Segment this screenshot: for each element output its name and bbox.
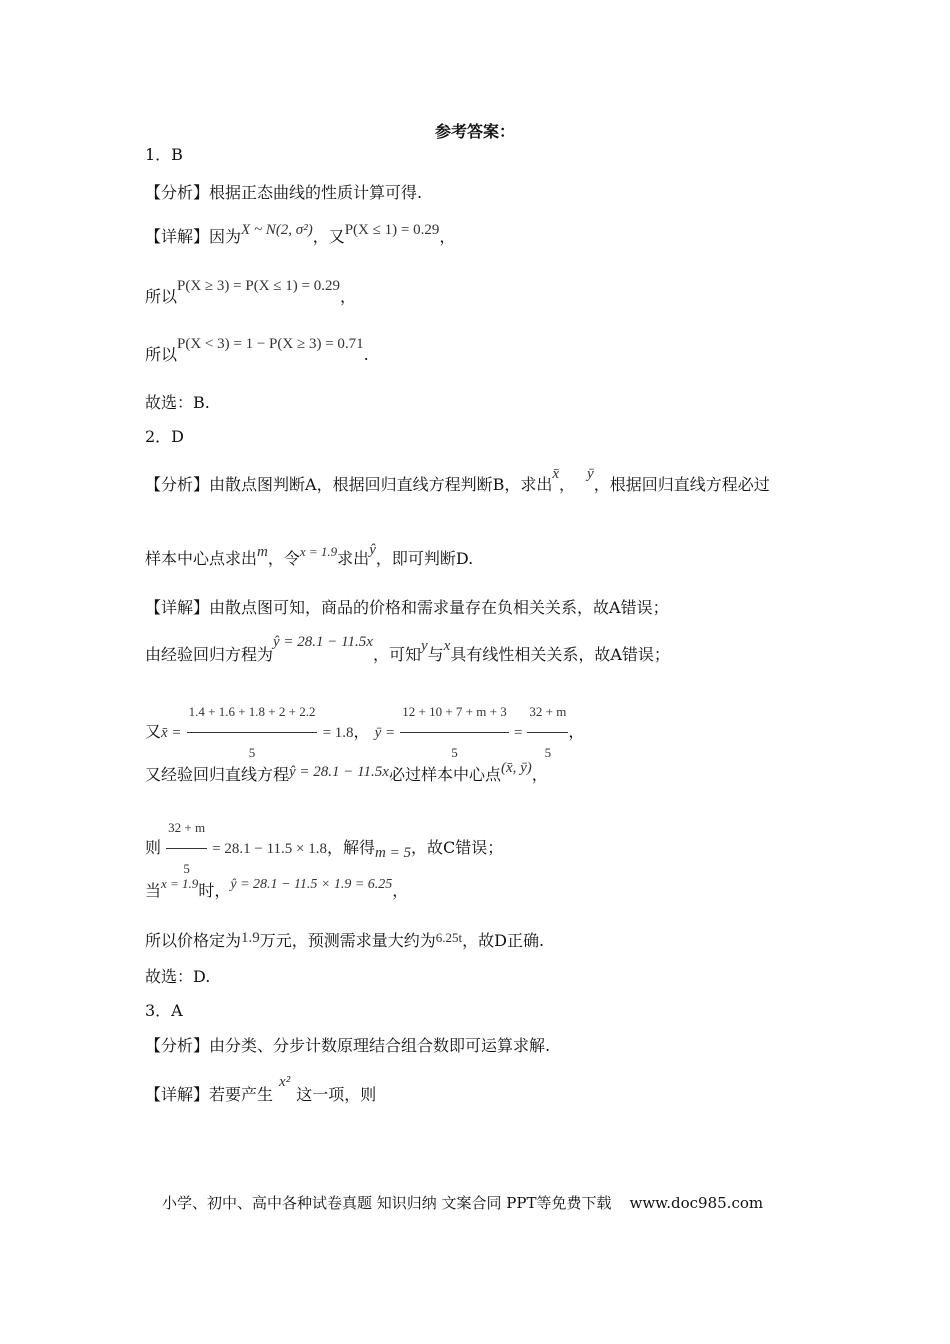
math-formula: x = 1.9 [161,876,199,891]
math-formula: = [513,725,523,741]
text: ， [339,287,356,306]
q2-detail-line-4 [145,760,548,787]
numerator: 32 + m [166,808,207,849]
analysis-tag: 【分析】 [145,1036,210,1055]
math-formula: x = 1.9 [299,544,338,559]
text: 则 [145,838,162,857]
text: ，故D正确. [462,931,545,950]
q1-detail-line-3 [145,336,369,367]
math-formula: P(X ≥ 3) = P(X ≤ 1) = 0.29 [177,278,340,294]
q1-choose: 故选：B. [145,393,210,412]
text: ，可知 [372,645,421,664]
text: 又经验回归直线方程 [145,765,290,784]
footer-text: 小学、初中、高中各种试卷真题 知识归纳 文案合同 PPT等免费下载 [162,1194,612,1212]
math-formula: P(X ≤ 1) = 0.29 [344,222,440,238]
text: 与 [427,645,444,664]
numerator: 1.4 + 1.6 + 1.8 + 2 + 2.2 [187,692,318,733]
math-formula: 6.25t [435,930,463,945]
text: 所以 [145,345,178,364]
numerator: 12 + 10 + 7 + m + 3 [400,692,508,733]
math-formula: P(X < 3) = 1 − P(X ≥ 3) = 0.71 [177,336,364,352]
text: 求出 [337,549,370,568]
analysis-text: 由分类、分步计数原理结合组合数即可运算求解. [209,1036,551,1055]
text: 所以价格定为 [145,931,242,950]
math-formula: x̄ [552,466,560,482]
text: ， [531,765,548,784]
text: ，故C错误； [410,838,504,857]
math-formula: ŷ = 28.1 − 11.5x [289,764,389,780]
math-formula: m = 5 [375,845,411,861]
text: 必过样本中心点 [388,765,501,784]
q3-detail-line-1 [145,1074,377,1107]
text: 因为 [209,227,242,246]
math-formula: ŷ = 28.1 − 11.5 × 1.9 = 6.25 [230,877,393,892]
text: ，令 [267,549,300,568]
text: 万元，预测需求量大约为 [259,931,436,950]
fraction-y-mean-simplified [527,692,568,773]
text: ，解得 [326,838,375,857]
text: 由散点图可知，商品的价格和需求量存在负相关关系，故A错误； [209,598,669,617]
fraction-y-mean [400,692,508,773]
detail-tag: 【详解】 [145,227,210,246]
q2-analysis-line-1 [145,466,770,497]
text: 所以 [145,287,178,306]
denominator: 5 [183,861,190,876]
math-formula: m [257,544,268,560]
q2-detail-line-7 [145,930,544,953]
text: 当 [145,881,162,900]
math-formula: x² [279,1074,291,1090]
text: ，即可判断D. [375,549,474,568]
math-formula: (x̄, ȳ) [500,760,532,776]
math-formula: 1.9 [241,930,260,946]
denominator: 5 [544,745,552,760]
q3-analysis [145,1035,550,1057]
math-formula: ŷ [369,542,376,558]
denominator: 5 [248,745,256,760]
footer-url: www.doc985.com [629,1194,764,1212]
text: ， [568,722,585,741]
analysis-text: 根据正态曲线的性质计算可得. [209,183,423,202]
detail-tag: 【详解】 [145,598,210,617]
denominator: 5 [451,745,458,760]
math-formula: x̄ = [161,725,182,741]
analysis-tag: 【分析】 [145,183,210,202]
q2-detail-line-1 [145,597,669,619]
page-footer [162,1192,763,1213]
text: 时， [198,881,231,900]
text: . [363,345,369,364]
q2-detail-line-6 [145,876,409,904]
text: ， [392,881,409,900]
math-formula: ȳ = [374,725,396,741]
text: 又 [145,722,162,741]
detail-tag: 【详解】 [145,1085,210,1104]
q1-analysis [145,182,422,204]
text: 由散点图判断A，根据回归直线方程判断B，求出 [209,475,553,494]
text: ， [353,722,370,741]
math-formula: ȳ [587,466,594,482]
q2-number: 2．D [145,427,185,446]
q2-detail-line-2 [145,634,670,667]
text: ，又 [312,227,345,246]
text: ，根据回归直线方程必过 [593,475,770,494]
fraction-x-mean [187,692,318,773]
text: 样本中心点求出 [145,549,258,568]
text: 若要产生 [209,1085,274,1104]
q1-number: 1．B [145,145,183,164]
text: ， [559,475,576,494]
math-formula: = 28.1 − 11.5 × 1.8 [212,841,327,857]
analysis-tag: 【分析】 [145,475,210,494]
numerator: 32 + m [527,692,568,733]
q2-analysis-line-2 [145,542,474,571]
text: 具有线性相关关系，故A错误； [450,645,670,664]
text: ， [439,227,456,246]
math-formula: X ~ N(2, σ²) [241,222,313,238]
math-formula: = 1.8 [322,725,354,741]
math-formula: y [420,638,428,654]
text: 由经验回归方程为 [145,645,274,664]
math-formula: x [443,638,451,654]
q1-detail-line-2 [145,278,356,309]
q1-detail-line-1 [145,222,456,249]
q3-number: 3．A [145,1001,183,1020]
page-title: 参考答案： [434,122,515,141]
q2-choose: 故选：D. [145,967,211,986]
math-formula: ŷ = 28.1 − 11.5x [273,634,373,650]
text: 这一项，则 [296,1085,377,1104]
